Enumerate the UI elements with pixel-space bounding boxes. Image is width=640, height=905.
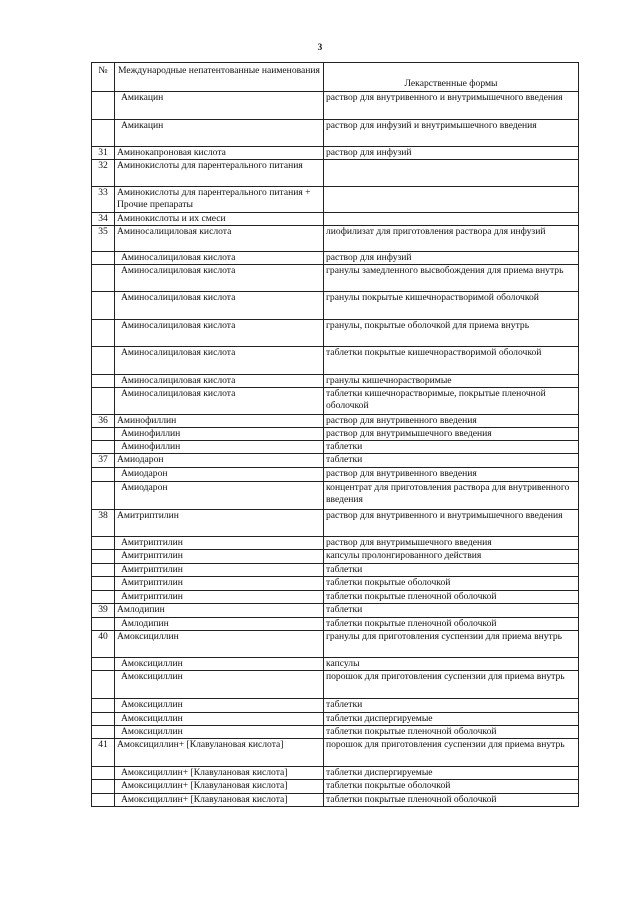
row-inn: Аминокапроновая кислота [115,147,324,160]
row-inn: Амитриптилин [115,537,324,550]
page-number: 3 [317,42,323,52]
row-number [92,713,115,726]
row-inn: Амоксициллин [115,658,324,671]
row-dosage-form: таблетки покрытые пленочной оболочкой [324,794,579,807]
row-inn: Амикацин [115,92,324,120]
row-inn: Амитриптилин [115,550,324,564]
row-inn: Амитриптилин [115,591,324,604]
row-inn: Амиодарон [115,454,324,468]
row-inn: Амоксициллин [115,726,324,739]
table-row [92,454,579,468]
row-dosage-form: гранулы, покрытые оболочкой для приема внутрь [324,320,579,347]
row-inn: Амитриптилин [115,577,324,591]
row-inn: Амлодипин [115,618,324,631]
row-number [92,699,115,713]
row-number [92,591,115,604]
row-number [92,292,115,320]
row-inn: Амикацин [115,120,324,147]
row-inn: Амоксициллин [115,713,324,726]
table-row [92,550,579,564]
row-inn: Аминосалициловая кислота [115,347,324,375]
table-row [92,187,579,213]
row-number [92,564,115,577]
row-dosage-form: раствор для внутримышечного введения [324,428,579,441]
row-inn: Аминосалициловая кислота [115,320,324,347]
row-dosage-form: раствор для инфузий [324,147,579,160]
table-row [92,482,579,510]
row-inn: Амиодарон [115,482,324,510]
table-row [92,388,579,415]
table-row [92,794,579,807]
row-inn: Аминосалициловая кислота [115,252,324,265]
table-row [92,213,579,226]
row-dosage-form: таблетки покрытые оболочкой [324,780,579,794]
row-number [92,577,115,591]
table-row [92,577,579,591]
row-number: 36 [92,415,115,428]
row-dosage-form: раствор для инфузий [324,252,579,265]
table-row [92,767,579,780]
row-number [92,120,115,147]
table-row [92,726,579,739]
row-dosage-form: таблетки покрытые пленочной оболочкой [324,618,579,631]
row-number [92,767,115,780]
table-row [92,739,579,767]
row-dosage-form: гранулы для приготовления суспензии для приема внутрь [324,631,579,658]
row-dosage-form: раствор для внутривенного и внутримышечного введения [324,510,579,537]
row-number [92,658,115,671]
row-number [92,265,115,292]
table-row [92,292,579,320]
row-number [92,375,115,388]
table-header-row [92,63,579,92]
table-row [92,226,579,252]
table-row [92,252,579,265]
row-number [92,618,115,631]
row-number: 31 [92,147,115,160]
row-dosage-form: гранулы покрытые кишечнорастворимой оболочкой [324,292,579,320]
header-dosage-forms: Лекарственные формы [324,63,579,92]
row-number [92,388,115,415]
table-row [92,713,579,726]
table-row [92,780,579,794]
row-dosage-form: раствор для внутривенного введения [324,468,579,482]
row-number [92,537,115,550]
table-row [92,428,579,441]
row-inn: Амоксициллин+ [Клавулановая кислота] [115,767,324,780]
row-inn: Аминофиллин [115,428,324,441]
row-dosage-form: таблетки [324,604,579,618]
row-number: 40 [92,631,115,658]
row-number [92,780,115,794]
table-row [92,468,579,482]
row-dosage-form: лиофилизат для приготовления раствора для инфузий [324,226,579,252]
table-row [92,537,579,550]
row-dosage-form: таблетки [324,699,579,713]
row-inn: Амоксициллин+ [Клавулановая кислота] [115,794,324,807]
row-inn: Амлодипин [115,604,324,618]
table-row [92,415,579,428]
row-dosage-form: таблетки [324,564,579,577]
row-dosage-form: капсулы пролонгированного действия [324,550,579,564]
row-inn: Аминокислоты для парентерального питания [115,160,324,187]
row-dosage-form: раствор для инфузий и внутримышечного введения [324,120,579,147]
row-number [92,482,115,510]
table-row [92,120,579,147]
row-inn: Амитриптилин [115,564,324,577]
row-dosage-form: капсулы [324,658,579,671]
row-number: 35 [92,226,115,252]
table-row [92,699,579,713]
row-inn: Аминокислоты и их смеси [115,213,324,226]
table-row [92,631,579,658]
table-row [92,441,579,454]
row-dosage-form: таблетки [324,454,579,468]
table-row [92,265,579,292]
table-row [92,671,579,699]
drug-forms-table [91,62,579,807]
row-inn: Аминосалициловая кислота [115,375,324,388]
row-number: 41 [92,739,115,767]
row-dosage-form: таблетки кишечнорастворимые, покрытые пленочной оболочкой [324,388,579,415]
row-inn: Аминокислоты для парентерального питания + Прочие препараты [115,187,324,213]
row-dosage-form: раствор для внутривенного введения [324,415,579,428]
row-number [92,794,115,807]
row-dosage-form: таблетки покрытые пленочной оболочкой [324,726,579,739]
row-number [92,726,115,739]
row-inn: Амоксициллин [115,631,324,658]
table-row [92,510,579,537]
row-inn: Аминосалициловая кислота [115,226,324,252]
row-dosage-form: таблетки покрытые кишечнорастворимой оболочкой [324,347,579,375]
table-row [92,591,579,604]
row-number [92,468,115,482]
row-number [92,320,115,347]
row-number: 39 [92,604,115,618]
row-dosage-form: гранулы кишечнорастворимые [324,375,579,388]
row-inn: Аминосалициловая кислота [115,265,324,292]
header-number: № [92,63,115,92]
row-dosage-form [324,213,579,226]
row-dosage-form [324,160,579,187]
table-row [92,604,579,618]
row-dosage-form: раствор для внутривенного и внутримышечного введения [324,92,579,120]
header-inn: Международные непатентованные наименования [115,63,324,92]
row-inn: Амоксициллин+ [Клавулановая кислота] [115,780,324,794]
row-dosage-form: таблетки диспергируемые [324,767,579,780]
row-dosage-form: таблетки диспергируемые [324,713,579,726]
row-number [92,252,115,265]
row-number: 38 [92,510,115,537]
row-number [92,428,115,441]
row-inn: Амитриптилин [115,510,324,537]
row-number: 32 [92,160,115,187]
row-number [92,347,115,375]
row-number [92,671,115,699]
row-inn: Аминофиллин [115,441,324,454]
row-inn: Аминофиллин [115,415,324,428]
row-inn: Амоксициллин+ [Клавулановая кислота] [115,739,324,767]
row-dosage-form: концентрат для приготовления раствора для внутривенного введения [324,482,579,510]
row-dosage-form: таблетки покрытые пленочной оболочкой [324,591,579,604]
row-number [92,92,115,120]
row-dosage-form: таблетки [324,441,579,454]
row-number [92,441,115,454]
row-dosage-form: таблетки покрытые оболочкой [324,577,579,591]
row-inn: Аминосалициловая кислота [115,292,324,320]
row-dosage-form: раствор для внутримышечного введения [324,537,579,550]
row-inn: Амиодарон [115,468,324,482]
table-row [92,375,579,388]
table-row [92,160,579,187]
table-row [92,564,579,577]
table-row [92,347,579,375]
table-row [92,658,579,671]
row-dosage-form: порошок для приготовления суспензии для приема внутрь [324,739,579,767]
row-number [92,550,115,564]
row-inn: Амоксициллин [115,671,324,699]
table-row [92,92,579,120]
row-dosage-form: порошок для приготовления суспензии для приема внутрь [324,671,579,699]
table-row [92,147,579,160]
row-dosage-form: гранулы замедленного высвобождения для приема внутрь [324,265,579,292]
row-inn: Амоксициллин [115,699,324,713]
row-number: 34 [92,213,115,226]
row-dosage-form [324,187,579,213]
row-number: 33 [92,187,115,213]
row-number: 37 [92,454,115,468]
row-inn: Аминосалициловая кислота [115,388,324,415]
table-row [92,618,579,631]
table-row [92,320,579,347]
